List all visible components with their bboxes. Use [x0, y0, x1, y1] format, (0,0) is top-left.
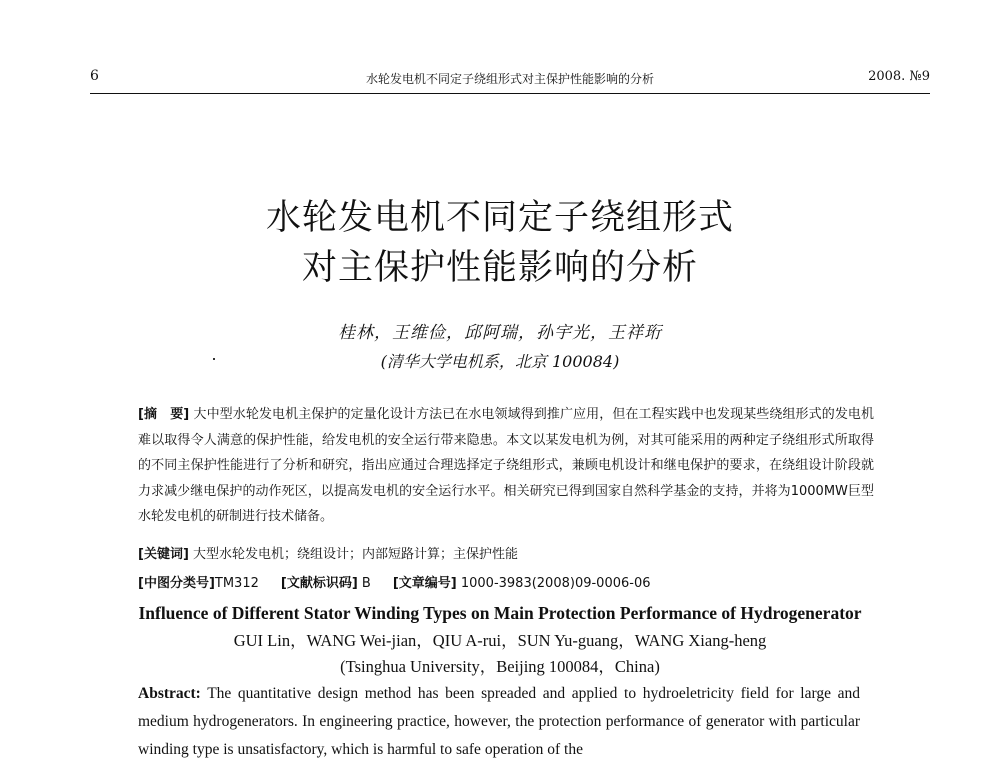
issue-number: 2008. №9 — [868, 69, 930, 84]
running-title: 水轮发电机不同定子绕组形式对主保护性能影响的分析 — [365, 72, 654, 86]
header-rule — [90, 93, 930, 94]
affiliation-cn: (清华大学电机系，北京 100084) — [380, 352, 620, 371]
doc-code-value: B — [361, 576, 371, 591]
english-abstract-text: The quantitative design method has been spreaded and applied to hydroeletricity field for large and medium hydrogenerators. In engineering practice, however, the protection performance of generator with particular winding type is unsatisfactory, which is harmful to safe operation of the — [138, 685, 860, 758]
title-line-2: 对主保护性能影响的分析 — [301, 248, 698, 288]
title-line-1: 水轮发电机不同定子绕组形式 — [265, 198, 734, 238]
abstract-cn-text: 大中型水轮发电机主保护的定量化设计方法已在水电领域得到推广应用，但在工程实践中也发现某些绕组形式的发电机难以取得令人满意的保护性能，给发电机的安全运行带来隐患。本文以某发电机为例，对其可能采用的两种定子绕组形式所取得的不同主保护性能进行了分析和研究，指出应通过合理选择定子绕组形式，兼顾电机设计和继电保护的要求，在绕组设计阶段就力求减少继电保护的动作死区，以提高发电机的安全运行水平。相关研究已得到国家自然科学基金的支持，并将为1000MW巨型水轮发电机的研制进行技术储备。 — [138, 407, 874, 524]
authors-cn: 桂林，王维俭，邱阿瑞，孙宇光，王祥珩 — [338, 323, 662, 343]
clc-label: [中图分类号] — [138, 576, 215, 591]
english-abstract-label: Abstract: — [138, 685, 201, 702]
doc-code-label: [文献标识码] — [280, 576, 358, 591]
english-abstract — [138, 680, 860, 764]
classification-line — [138, 572, 651, 591]
keywords-cn-text: 大型水轮发电机；绕组设计；内部短路计算；主保护性能 — [193, 547, 519, 562]
english-authors: GUI Lin，WANG Wei-jian，QIU A-rui，SUN Yu-guang，WANG Xiang-heng — [233, 631, 767, 650]
clc-value: TM312 — [214, 576, 259, 591]
keywords-cn-label: [关键词] — [138, 547, 189, 562]
article-no-value: 1000-3983(2008)09-0006-06 — [460, 576, 651, 591]
abstract-cn-label: [摘 要] — [138, 407, 190, 422]
article-no-label: [文章编号] — [392, 576, 457, 591]
english-title: Influence of Different Stator Winding Types on Main Protection Performance of Hydrogenerator — [138, 603, 862, 623]
keywords-cn — [138, 543, 518, 562]
english-affiliation: (Tsinghua University，Beijing 100084，China) — [340, 657, 660, 676]
page-number: 6 — [90, 68, 99, 84]
running-header — [90, 66, 930, 90]
abstract-cn — [138, 402, 874, 530]
